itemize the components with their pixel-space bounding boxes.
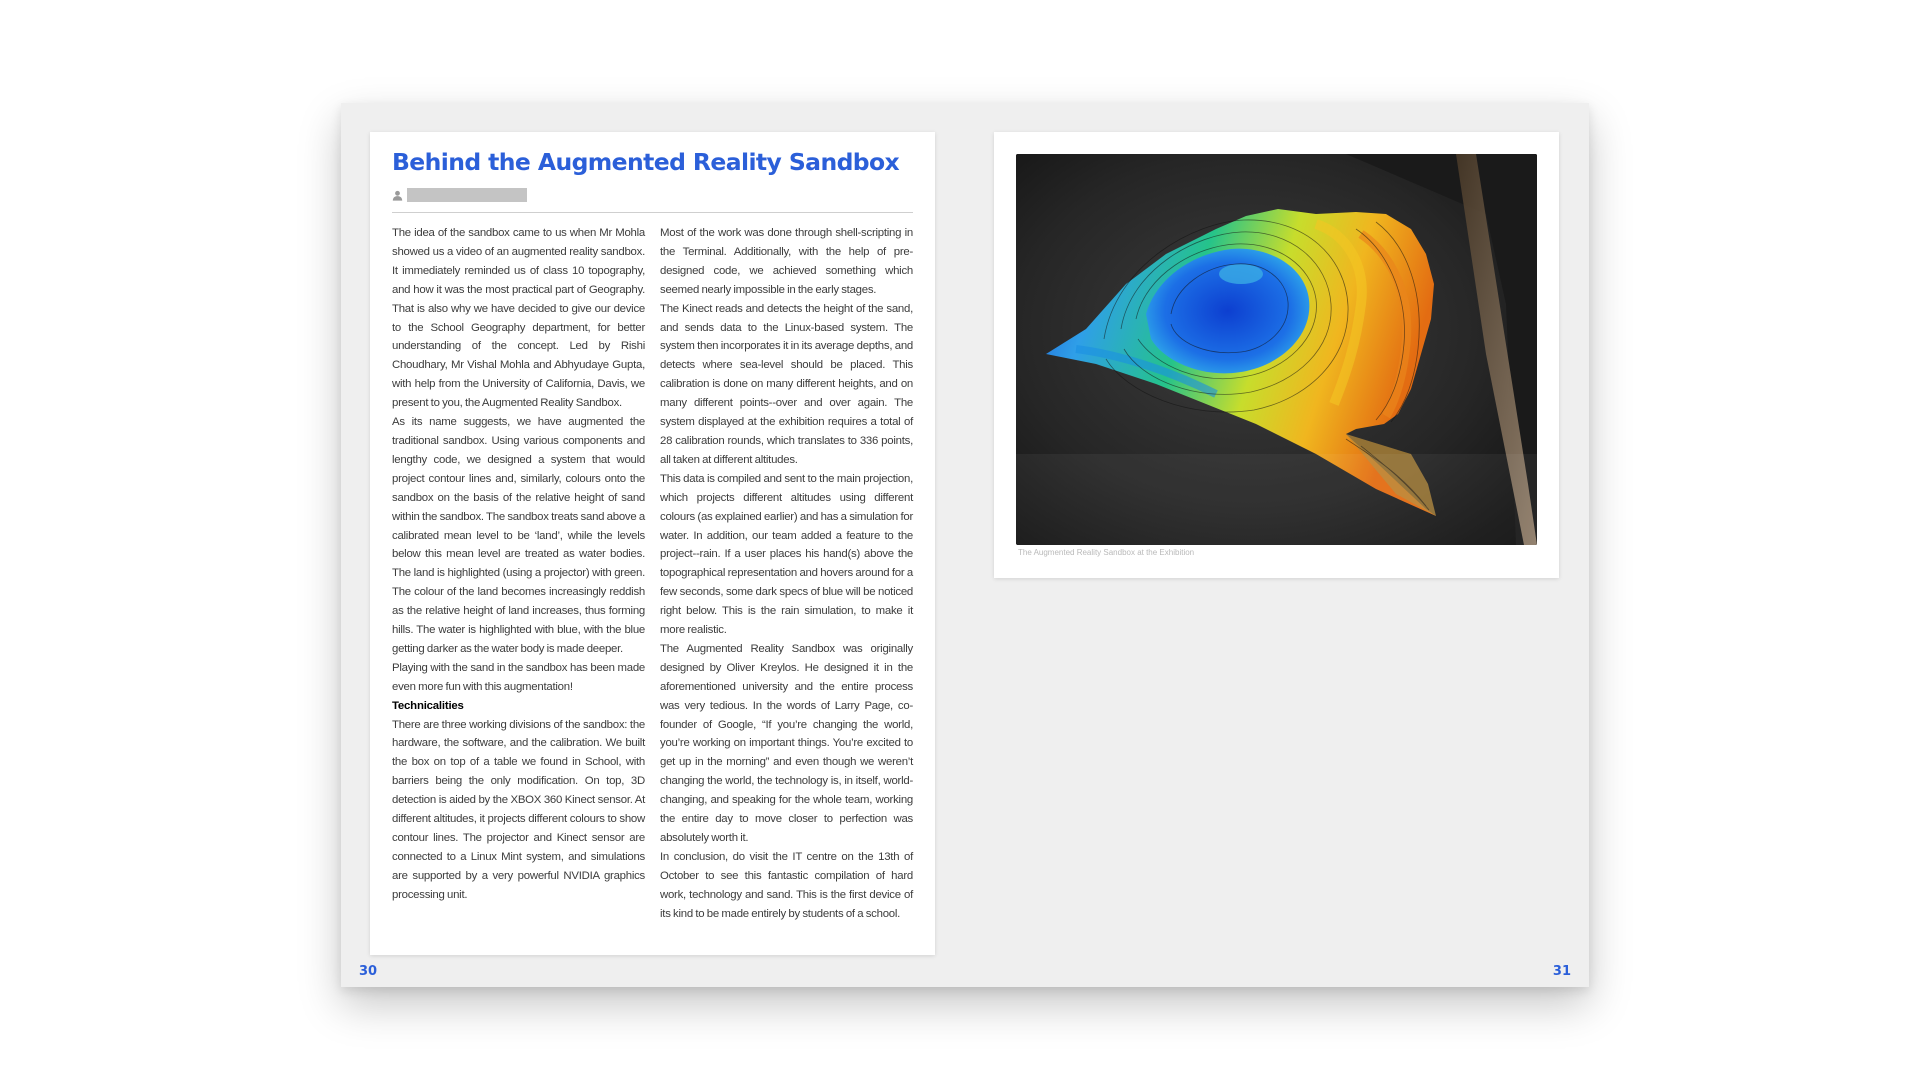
figure-card	[994, 132, 1559, 578]
page-number-right: 31	[1552, 964, 1571, 979]
paragraph: The Augmented Reality Sandbox was originally designed by Oliver Kreylos. He designed it in the aforementioned university and the entire process was very tedious. In the words of Larry Page, co-founder of Google, “If you’re changing the world, you’re working on important things. You’re excited to get up in the morning” and even though we weren’t changing the world, the technology is, in itself, world-changing, and speaking for the whole team, working the entire day to move closer to perfection was absolutely worth it.	[660, 642, 913, 844]
figure-caption: The Augmented Reality Sandbox at the Exhibition	[1018, 548, 1195, 557]
article-title: Behind the Augmented Reality Sandbox	[392, 148, 900, 176]
paragraph: As its name suggests, we have augmented the traditional sandbox. Using various components and lengthy code, we designed a system that would project contour lines and, similarly, colours onto the sandbox on the basis of the relative height of sand within the sandbox. The sandbox treats sand above a calibrated mean level to be ‘land’, while the levels below this mean level are treated as water bodies. The land is highlighted (using a projector) with green. The colour of the land becomes increasingly reddish as the relative height of land increases, thus forming hills. The water is highlighted with blue, with the blue getting darker as the water body is made deeper.	[392, 416, 645, 655]
paragraph: Most of the work was done through shell-scripting in the Terminal. Additionally, with the help of pre-designed code, we achieved something which seemed nearly impossible in the early stages.	[660, 227, 913, 296]
person-icon	[392, 190, 403, 201]
paragraph: There are three working divisions of the sandbox: the hardware, the software, and the calibration. We built the box on top of a table we found in School, with barriers being the only modification. On top, 3D detection is aided by the XBOX 360 Kinect sensor. At different altitudes, it projects different colours to show contour lines. The projector and Kinect sensor are connected to a Linux Mint system, and simulations are supported by a very powerful NVIDIA graphics processing unit.	[392, 718, 645, 901]
sandbox-terrain-illustration	[1016, 154, 1537, 545]
magazine-spread	[341, 103, 1589, 987]
sandbox-photo	[1016, 154, 1537, 545]
author-name-redacted	[407, 188, 527, 202]
page-number-left: 30	[359, 964, 378, 979]
article-card	[370, 132, 935, 955]
article-column-right	[660, 224, 913, 924]
paragraph: In conclusion, do visit the IT centre on the 13th of October to see this fantastic compilation of hard work, technology and sand. This is the first device of its kind to be made entirely by students of a school.	[660, 850, 913, 920]
author-byline	[392, 188, 527, 202]
paragraph: This data is compiled and sent to the main projection, which projects different altitudes using different colours (as explained earlier) and has a simulation for water. In addition, our team added a feature to the project--rain. If a user places his hand(s) above the topographical representation and hovers around for a few seconds, some dark specs of blue will be noticed right below. This is the rain simulation, to make it more realistic.	[660, 472, 913, 637]
section-heading: Technicalities	[392, 699, 464, 712]
title-divider	[392, 212, 913, 213]
paragraph: The idea of the sandbox came to us when Mr Mohla showed us a video of an augmented reality sandbox. It immediately reminded us of class 10 topography, and how it was the most practical part of Geography. That is also why we have decided to give our device to the School Geography department, for better understanding of the concept. Led by Rishi Choudhary, Mr Vishal Mohla and Abhyudaye Gupta, with help from the University of California, Davis, we present to you, the Augmented Reality Sandbox.	[392, 227, 645, 410]
article-column-left	[392, 224, 645, 905]
paragraph: Playing with the sand in the sandbox has been made even more fun with this augmentation!	[392, 661, 645, 693]
paragraph: The Kinect reads and detects the height of the sand, and sends data to the Linux-based system. The system then incorporates it in its average depths, and detects where sea-level should be placed. This calibration is done on many different heights, and on many different points--over and over again. The system displayed at the exhibition requires a total of 28 calibration rounds, which translates to 336 points, all taken at different altitudes.	[660, 302, 913, 466]
